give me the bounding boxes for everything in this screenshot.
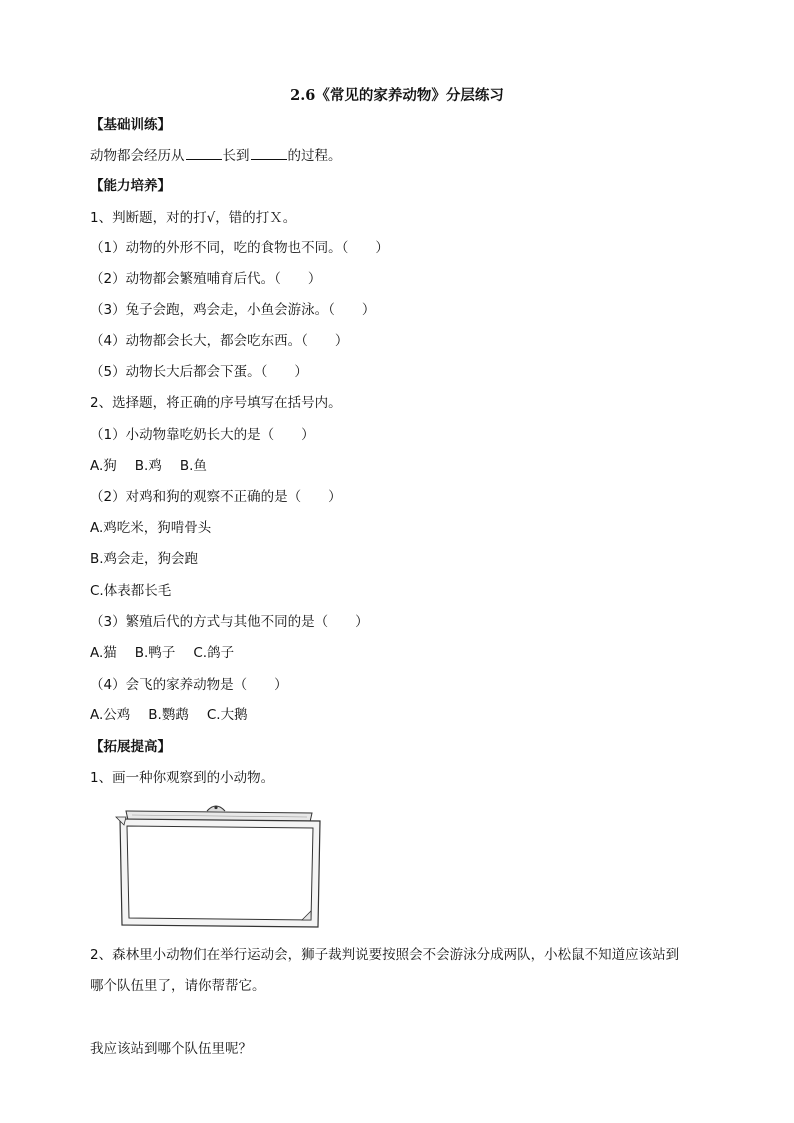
answer-blank-1[interactable] — [186, 147, 222, 160]
fill-prefix: 动物都会经历从 — [90, 148, 185, 164]
choice-options-3 — [90, 644, 252, 662]
answer-blank-2[interactable] — [251, 147, 287, 160]
judge-item: （1）动物的外形不同，吃的食物也不同。（ ） — [90, 240, 389, 256]
option: A.狗 — [90, 458, 117, 474]
choice-question-3: （3）繁殖后代的方式与其他不同的是（ ） — [90, 614, 369, 630]
option: C.大鹅 — [206, 707, 248, 723]
option: A.鸡吃米，狗啃骨头 — [90, 520, 212, 536]
drawing-board[interactable] — [112, 803, 328, 929]
choice-title: 2、选择题，将正确的序号填写在括号内。 — [90, 395, 342, 411]
fill-middle: 长到 — [222, 148, 250, 164]
judge-title: 1、判断题，对的打√，错的打Ｘ。 — [90, 210, 297, 226]
option: A.猫 — [90, 645, 117, 661]
option: A.公鸡 — [90, 707, 131, 723]
drawing-task: 1、画一种你观察到的小动物。 — [90, 770, 275, 786]
fill-in-question — [90, 147, 342, 165]
option: C.体表都长毛 — [90, 583, 172, 599]
option: B.鱼 — [179, 458, 207, 474]
choice-options-1 — [90, 457, 225, 475]
option: C.鸽子 — [193, 645, 235, 661]
sorting-task-line-1: 2、森林里小动物们在举行运动会，狮子裁判说要按照会不会游泳分成两队，小松鼠不知道应该站到 — [90, 947, 680, 963]
choice-question-2: （2）对鸡和狗的观察不正确的是（ ） — [90, 489, 342, 505]
section-extend-heading: 【拓展提高】 — [90, 739, 171, 755]
section-basic-heading: 【基础训练】 — [90, 117, 171, 133]
option: B.鸡会走，狗会跑 — [90, 551, 199, 567]
sorting-task-line-2: 哪个队伍里了，请你帮帮它。 — [90, 978, 266, 994]
judge-item: （3）兔子会跑，鸡会走，小鱼会游泳。（ ） — [90, 302, 376, 318]
choice-question-4: （4）会飞的家养动物是（ ） — [90, 677, 288, 693]
page-title: 2.6《常见的家养动物》分层练习 — [290, 87, 504, 104]
option: B.鸭子 — [134, 645, 176, 661]
judge-item: （2）动物都会繁殖哺育后代。（ ） — [90, 271, 322, 287]
section-ability-heading: 【能力培养】 — [90, 178, 171, 194]
option: B.鹦鹉 — [148, 707, 189, 723]
squirrel-question: 我应该站到哪个队伍里呢？ — [90, 1041, 252, 1057]
judge-item: （5）动物长大后都会下蛋。（ ） — [90, 364, 308, 380]
judge-item: （4）动物都会长大，都会吃东西。（ ） — [90, 333, 349, 349]
fill-suffix: 的过程。 — [287, 148, 342, 164]
choice-options-4 — [90, 706, 266, 724]
option: B.鸡 — [134, 458, 162, 474]
choice-question-1: （1）小动物靠吃奶长大的是（ ） — [90, 427, 315, 443]
